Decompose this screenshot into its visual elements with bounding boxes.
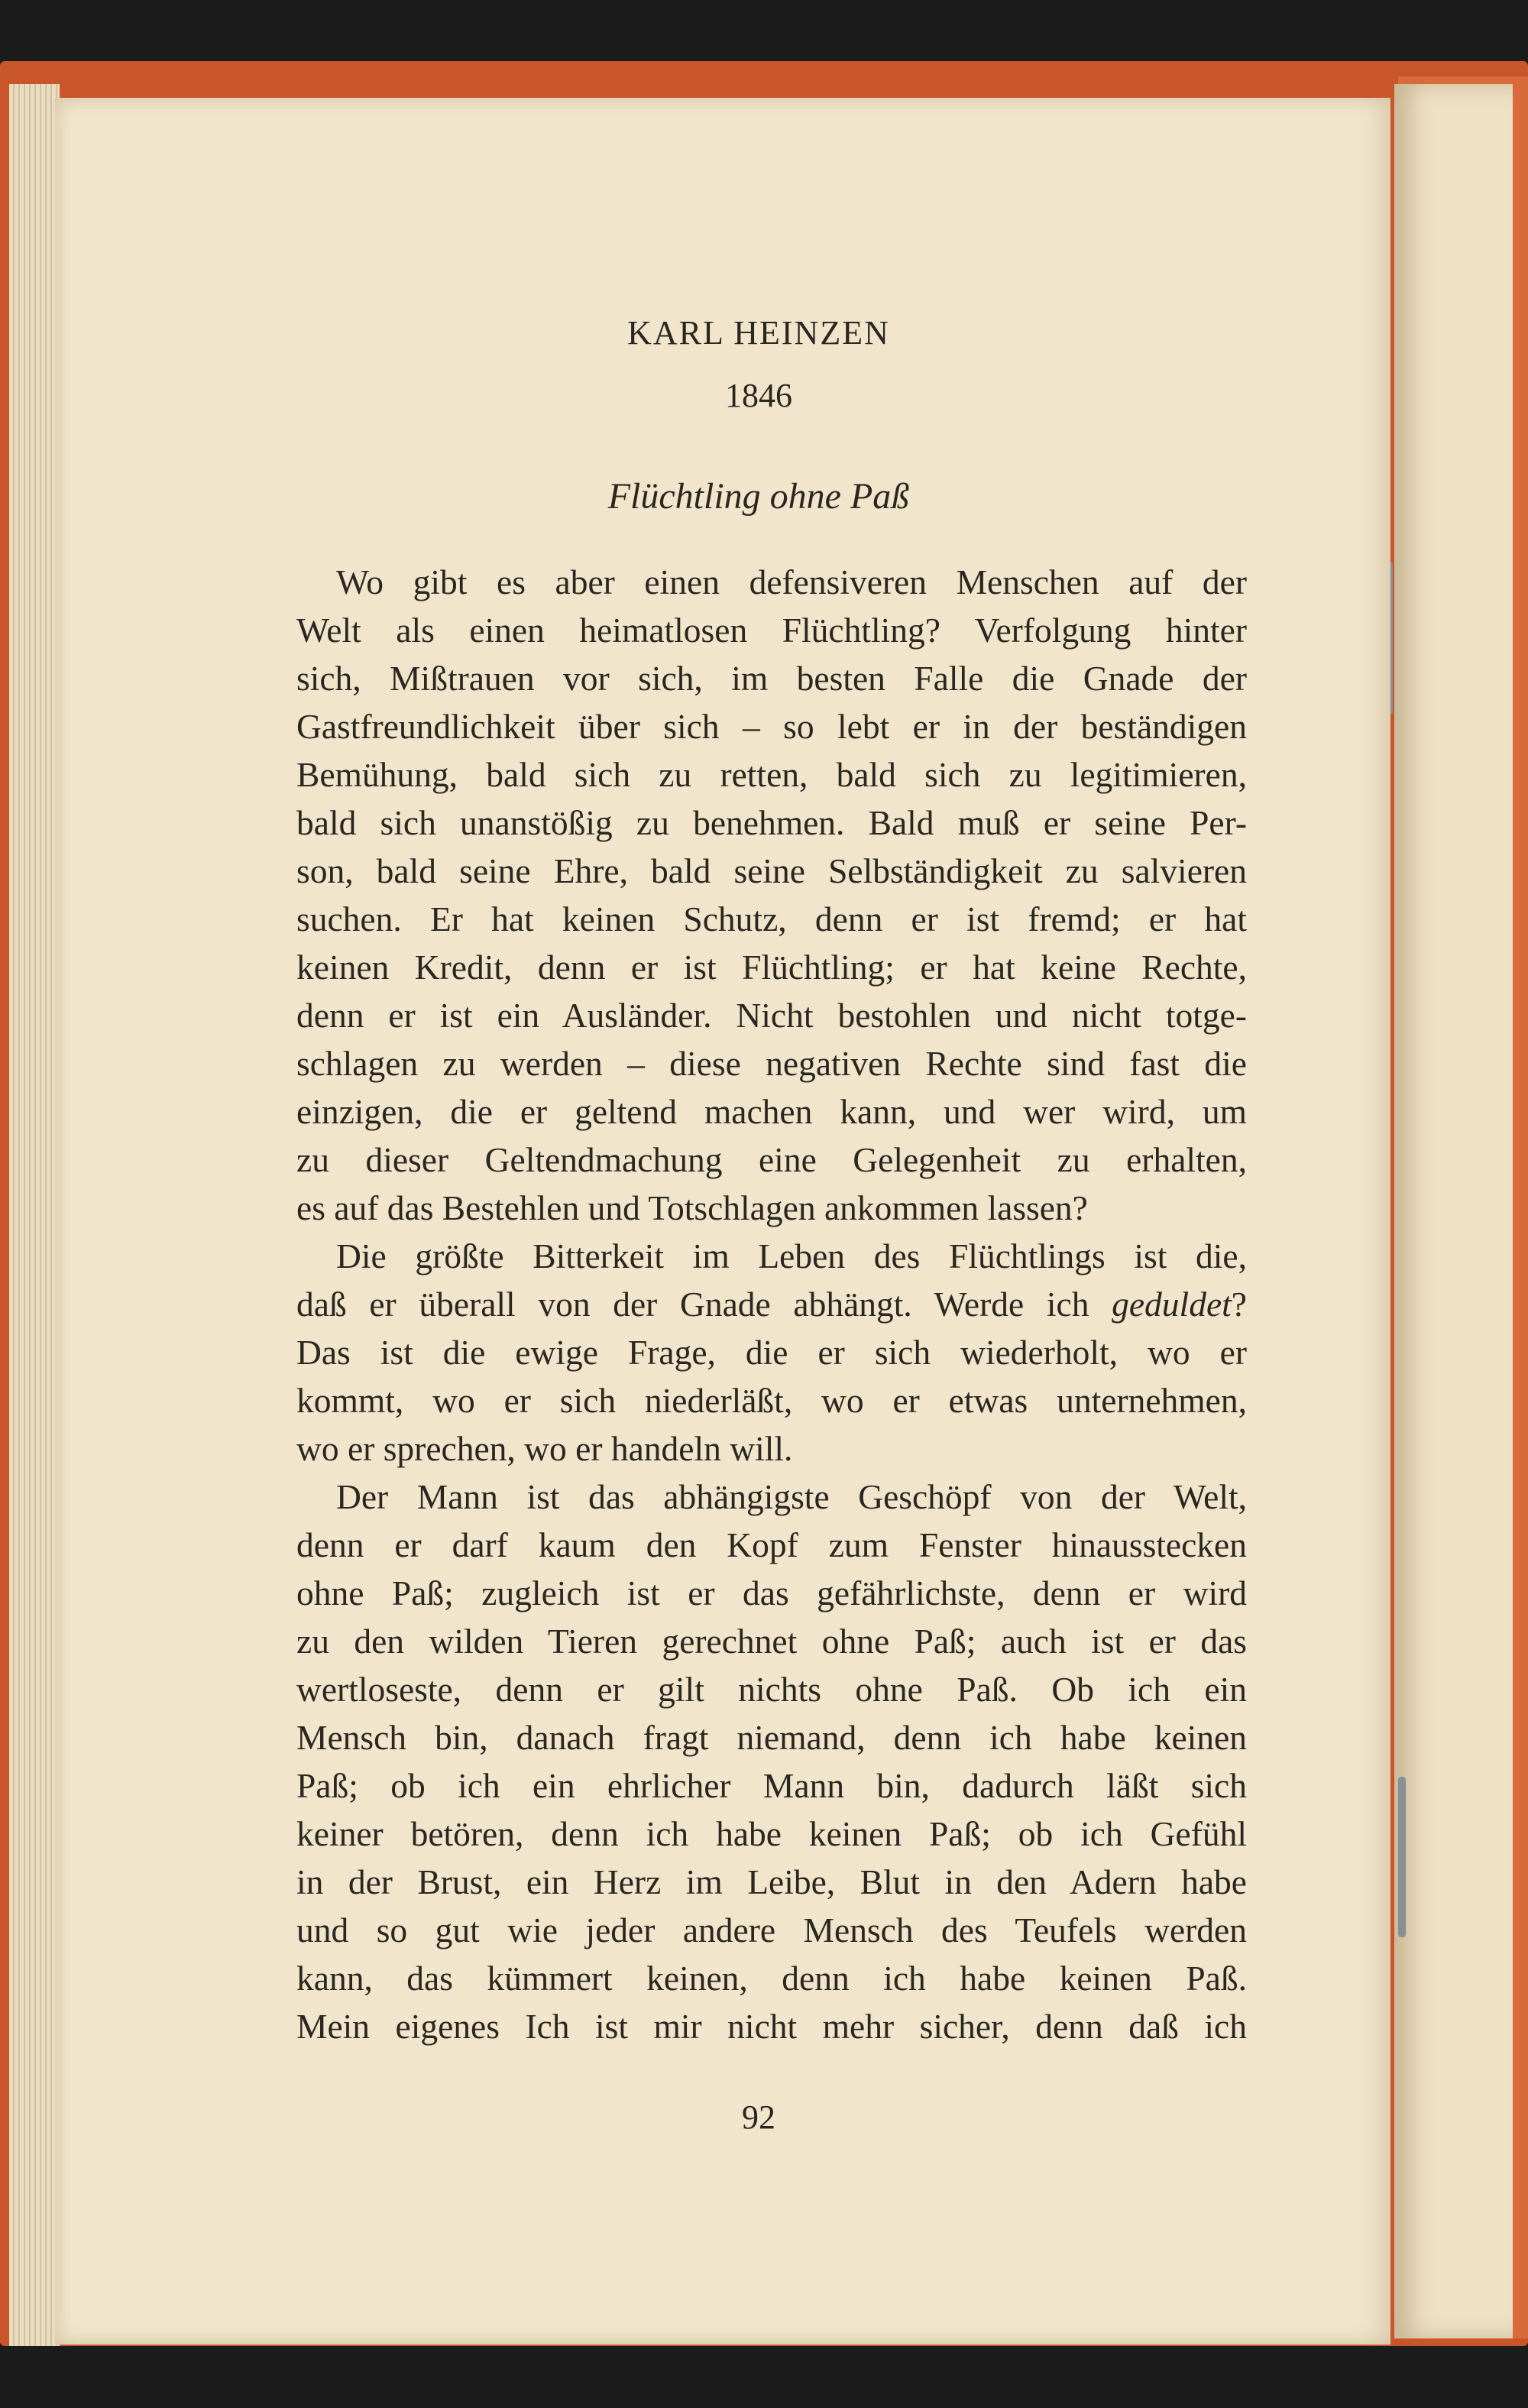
text-line: keinen Kredit, denn er ist Flüchtling; er hat keine Rechte, bbox=[296, 948, 1247, 987]
text-line: wertloseste, denn er gilt nichts ohne Paß. Ob ich ein bbox=[296, 1670, 1247, 1709]
text-line: Wo gibt es aber einen defensiveren Menschen auf der bbox=[336, 562, 1247, 601]
text-line: Mensch bin, danach fragt niemand, denn ich habe keinen bbox=[296, 1718, 1247, 1757]
paragraph-2 bbox=[296, 1232, 1247, 1473]
chapter-title: Flüchtling ohne Paß bbox=[607, 476, 910, 517]
text-line-part: daß er überall von der Gnade abhängt. Werde ich bbox=[296, 1285, 1089, 1324]
text-line: kann, das kümmert keinen, denn ich habe keinen Paß. bbox=[296, 1959, 1247, 1998]
facing-page-edge bbox=[1394, 84, 1513, 2338]
paragraph-1 bbox=[296, 558, 1247, 1232]
text-line: und so gut wie jeder andere Mensch des Teufels werden bbox=[296, 1911, 1247, 1949]
text-line: suchen. Er hat keinen Schutz, denn er ist fremd; er hat bbox=[296, 899, 1247, 938]
text-line: es auf das Bestehlen und Totschlagen ankommen lassen? bbox=[296, 1188, 1088, 1227]
text-line: son, bald seine Ehre, bald seine Selbständigkeit zu salvieren bbox=[296, 851, 1247, 890]
text-line: Gastfreundlichkeit über sich – so lebt er in der beständigen bbox=[296, 707, 1247, 746]
text-line: denn er darf kaum den Kopf zum Fenster hinausstecken bbox=[296, 1525, 1247, 1564]
text-line: Mein eigenes Ich ist mir nicht mehr sicher, denn daß ich bbox=[296, 2007, 1247, 2046]
text-line: ohne Paß; zugleich ist er das gefährlichste, denn er wird bbox=[296, 1573, 1247, 1612]
body-text bbox=[296, 558, 1247, 2050]
text-line: Die größte Bitterkeit im Leben des Flüchtlings ist die, bbox=[336, 1236, 1247, 1275]
text-line: in der Brust, ein Herz im Leibe, Blut in den Adern habe bbox=[296, 1862, 1247, 1901]
text-line: keiner betören, denn ich habe keinen Paß; ob ich Gefühl bbox=[296, 1814, 1247, 1853]
text-line: einzigen, die er geltend machen kann, und wer wird, um bbox=[296, 1092, 1247, 1131]
author-heading: KARL HEINZEN bbox=[627, 314, 890, 352]
text-line: Welt als einen heimatlosen Flüchtling? Verfolgung hinter bbox=[296, 611, 1247, 650]
text-line: bald sich unanstößig zu benehmen. Bald muß er seine Per- bbox=[296, 803, 1247, 842]
year-heading: 1846 bbox=[725, 377, 792, 414]
text-line: zu den wilden Tieren gerechnet ohne Paß; auch ist er das bbox=[296, 1622, 1247, 1661]
text-line bbox=[296, 1280, 1247, 1328]
text-line: kommt, wo er sich niederläßt, wo er etwas unternehmen, bbox=[296, 1381, 1247, 1420]
text-line: zu dieser Geltendmachung eine Gelegenheit zu erhalten, bbox=[296, 1140, 1247, 1179]
page-stack-edge bbox=[9, 84, 60, 2346]
text-line: Das ist die ewige Frage, die er sich wiederholt, wo er bbox=[296, 1333, 1247, 1372]
text-line: sich, Mißtrauen vor sich, im besten Falle die Gnade der bbox=[296, 659, 1247, 698]
text-line: Bemühung, bald sich zu retten, bald sich zu legitimieren, bbox=[296, 755, 1247, 794]
binding-clip-bottom bbox=[1398, 1777, 1406, 1937]
paragraph-3 bbox=[296, 1473, 1247, 2050]
text-line: wo er sprechen, wo er handeln will. bbox=[296, 1429, 793, 1468]
text-line: schlagen zu werden – diese negativen Rechte sind fast die bbox=[296, 1044, 1247, 1083]
page-number: 92 bbox=[742, 2098, 775, 2136]
text-line: denn er ist ein Ausländer. Nicht bestohlen und nicht totge- bbox=[296, 996, 1247, 1035]
text-line: Paß; ob ich ein ehrlicher Mann bin, dadurch läßt sich bbox=[296, 1766, 1247, 1805]
italic-word: geduldet bbox=[1112, 1285, 1232, 1324]
italic-suffix: ? bbox=[1231, 1285, 1247, 1324]
text-line: Der Mann ist das abhängigste Geschöpf von der Welt, bbox=[336, 1477, 1247, 1516]
